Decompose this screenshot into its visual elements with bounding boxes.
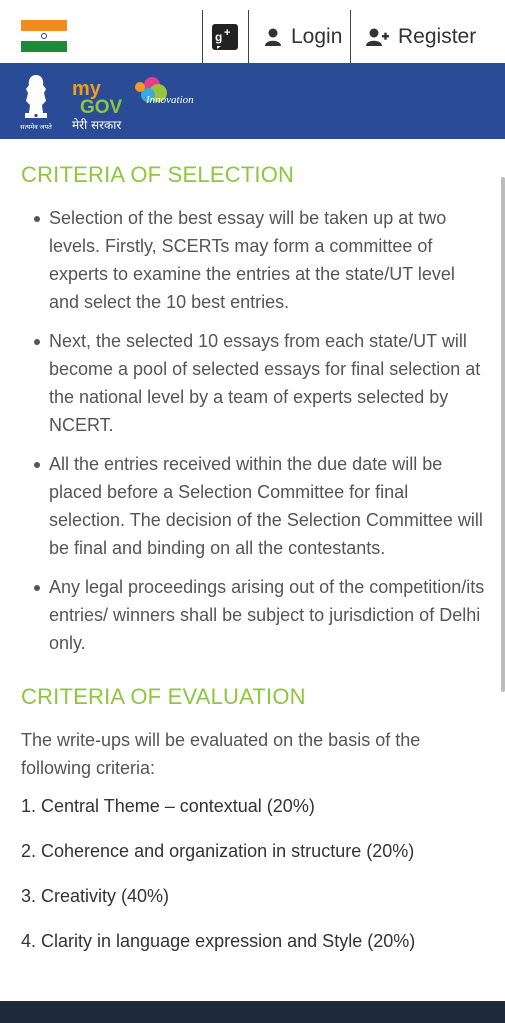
user-plus-icon	[366, 27, 390, 47]
emblem-text: सत्यमेव जयते	[20, 124, 52, 131]
india-flag-icon	[21, 20, 67, 52]
selection-criteria-list	[21, 204, 486, 668]
topbar-divider	[202, 10, 203, 63]
topbar-divider	[350, 10, 351, 63]
site-header	[0, 63, 505, 139]
logo-tagline: Innovation	[146, 94, 194, 106]
register-link[interactable]	[366, 22, 476, 52]
svg-text:g: g	[215, 30, 223, 44]
svg-text:+: +	[224, 27, 231, 39]
list-item: 1. Central Theme – contextual (20%)	[21, 796, 315, 816]
evaluation-intro: The write-ups will be evaluated on the basis of the following criteria:	[21, 730, 421, 778]
google-plus-icon[interactable]	[212, 24, 238, 50]
topbar-divider	[248, 10, 249, 63]
login-label: Login	[291, 25, 343, 48]
user-icon	[263, 27, 283, 47]
logo-gov: GOV	[80, 97, 123, 118]
mygov-logo[interactable]	[70, 69, 210, 135]
national-emblem-logo[interactable]	[16, 71, 56, 133]
list-item: Any legal proceedings arising out of the competition/its entries/ winners shall be subject to jurisdiction of Delhi only.	[21, 573, 486, 657]
list-item: Selection of the best essay will be taken up at two levels. Firstly, SCERTs may form a committee of experts to examine the entries at the state/UT level and select the 10 best entries.	[21, 204, 486, 316]
logo-my: my	[72, 78, 101, 100]
top-bar	[0, 0, 505, 63]
list-item: Next, the selected 10 essays from each state/UT will become a pool of selected essays for final selection at the national level by a team of experts selected by NCERT.	[21, 327, 486, 439]
list-item: 4. Clarity in language expression and Style (20%)	[21, 931, 416, 951]
list-item: All the entries received within the due date will be placed before a Selection Committee for final selection. The decision of the Selection Committee will be final and binding on all the contestants.	[21, 450, 486, 562]
login-link[interactable]	[263, 22, 342, 52]
logo-hindi: मेरी सरकार	[72, 118, 122, 132]
scrollbar[interactable]	[501, 177, 505, 692]
evaluation-heading: CRITERIA OF EVALUATION	[21, 684, 306, 709]
register-label: Register	[398, 25, 477, 48]
list-item: 2. Coherence and organization in structure (20%)	[21, 841, 415, 861]
selection-heading: CRITERIA OF SELECTION	[21, 162, 295, 187]
list-item: 3. Creativity (40%)	[21, 886, 170, 906]
evaluation-criteria-list	[21, 792, 481, 972]
footer-bar	[0, 1001, 505, 1023]
